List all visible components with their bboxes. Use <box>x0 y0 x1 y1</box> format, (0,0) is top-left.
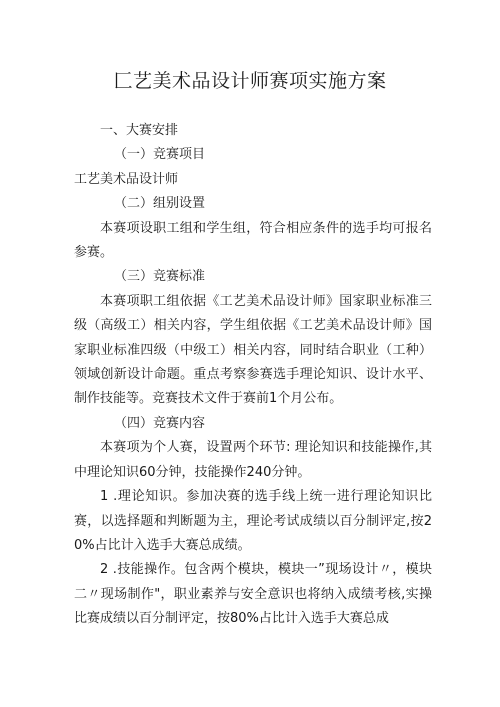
body-paragraph: 本赛项为个人赛，设置两个环节: 理论知识和技能操作,其中理论知识60分钟，技能操作240分钟。 <box>74 440 432 480</box>
body-paragraph: 本赛项设职工组和学生组，符合相应条件的选手均可报名参赛。 <box>74 220 432 261</box>
body-paragraph: 2 .技能操作。包含两个模块，模块一”现场设计〃，模块二〃现场制作"，职业素养与安全意识也将纳入成绩考核,实操比赛成绩以百分制评定，按80%占比计入选手大赛总成 <box>74 562 432 627</box>
body-paragraph: 本赛项职工组依据《工艺美术品设计师》国家职业标准三级（高级工）相关内容，学生组依据《工艺美术品设计师》国家职业标准四级（中级工）相关内容，同时结合职业（工种）领域创新设计命题。重点考察参赛选手理论知识、设计水平、制作技能等。竞赛技术文件于赛前1个月公布。 <box>74 293 432 407</box>
document-body <box>74 119 432 632</box>
subsection-heading: （三）竞赛标准 <box>114 269 206 285</box>
document-title: 匚艺美术品设计师赛项实施方案 <box>113 70 387 92</box>
body-paragraph: 工艺美术品设计师 <box>74 171 179 187</box>
subsection-heading: （二）组别设置 <box>114 196 206 212</box>
body-paragraph: 1 .理论知识。参加决赛的选手线上统一进行理论知识比赛，以选择题和判断题为主，理论考试成绩以百分制评定,按20%占比计入选手大赛总成绩。 <box>74 489 432 553</box>
section-heading: 一、大赛安排 <box>100 123 179 138</box>
subsection-heading: （一）竞赛项目 <box>114 147 206 163</box>
subsection-heading: （四）竞赛内容 <box>114 415 206 431</box>
